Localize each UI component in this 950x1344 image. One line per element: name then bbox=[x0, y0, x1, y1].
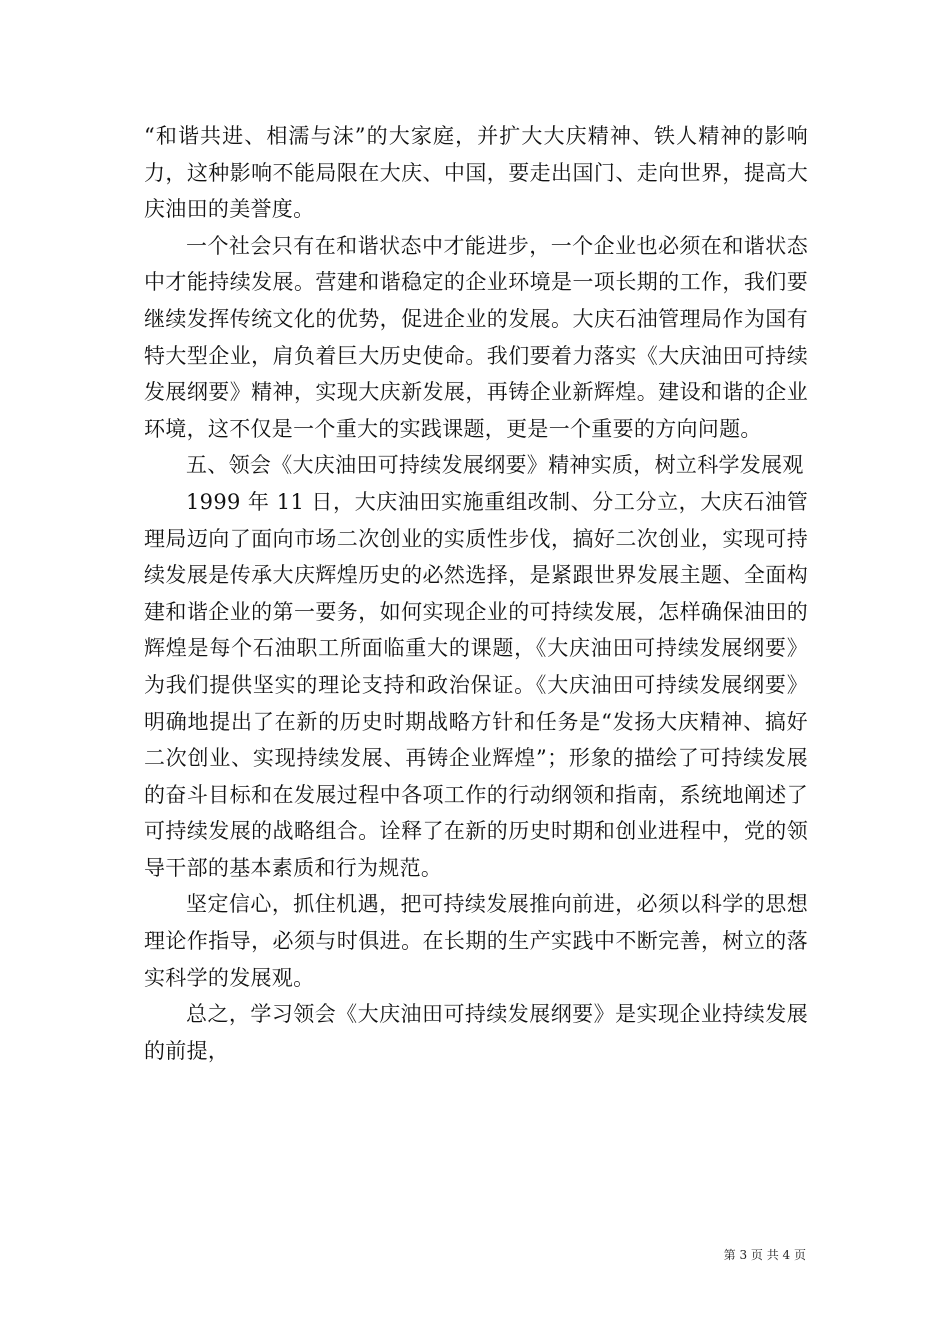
document-body bbox=[144, 118, 808, 1069]
paragraph-confidence: 坚定信心，抓住机遇，把可持续发展推向前进，必须以科学的思想理论作指导，必须与时俱进。在长期的生产实践中不断完善，树立的落实科学的发展观。 bbox=[144, 892, 808, 990]
paragraph-continuation: “和谐共进、相濡与沫”的大家庭，并扩大大庆精神、铁人精神的影响力，这种影响不能局限在大庆、中国，要走出国门、走向世界，提高大庆油田的美誉度。 bbox=[144, 124, 808, 222]
paragraph-harmony: 一个社会只有在和谐状态中才能进步，一个企业也必须在和谐状态中才能持续发展。营建和谐稳定的企业环境是一项长期的工作，我们要继续发挥传统文化的优势，促进企业的发展。大庆石油管理局作为国有特大型企业，肩负着巨大历史使命。我们要着力落实《大庆油田可持续发展纲要》精神，实现大庆新发展，再铸企业新辉煌。建设和谐的企业环境，这不仅是一个重大的实践课题，更是一个重要的方向问题。 bbox=[144, 233, 808, 441]
paragraph-1999-reform: 1999 年 11 日，大庆油田实施重组改制、分工分立，大庆石油管理局迈向了面向市场二次创业的实质性步伐，搞好二次创业，实现可持续发展是传承大庆辉煌历史的必然选择，是紧跟世界发展主题、全面构建和谐企业的第一要务，如何实现企业的可持续发展，怎样确保油田的辉煌是每个石油职工所面临重大的课题，《大庆油田可持续发展纲要》为我们提供坚实的理论支持和政治保证。《大庆油田可持续发展纲要》明确地提出了在新的历史时期战略方针和任务是“发扬大庆精神、搞好二次创业、实现持续发展、再铸企业辉煌”；形象的描绘了可持续发展的奋斗目标和在发展过程中各项工作的行动纲领和指南，系统地阐述了可持续发展的战略组合。诠释了在新的历史时期和创业进程中，党的领导干部的基本素质和行为规范。 bbox=[144, 489, 808, 880]
section-heading-five: 五、领会《大庆油田可持续发展纲要》精神实质，树立科学发展观 bbox=[186, 453, 804, 478]
page-number: 第 3 页 共 4 页 bbox=[723, 1248, 806, 1262]
paragraph-conclusion: 总之，学习领会《大庆油田可持续发展纲要》是实现企业持续发展的前提， bbox=[144, 1002, 808, 1063]
